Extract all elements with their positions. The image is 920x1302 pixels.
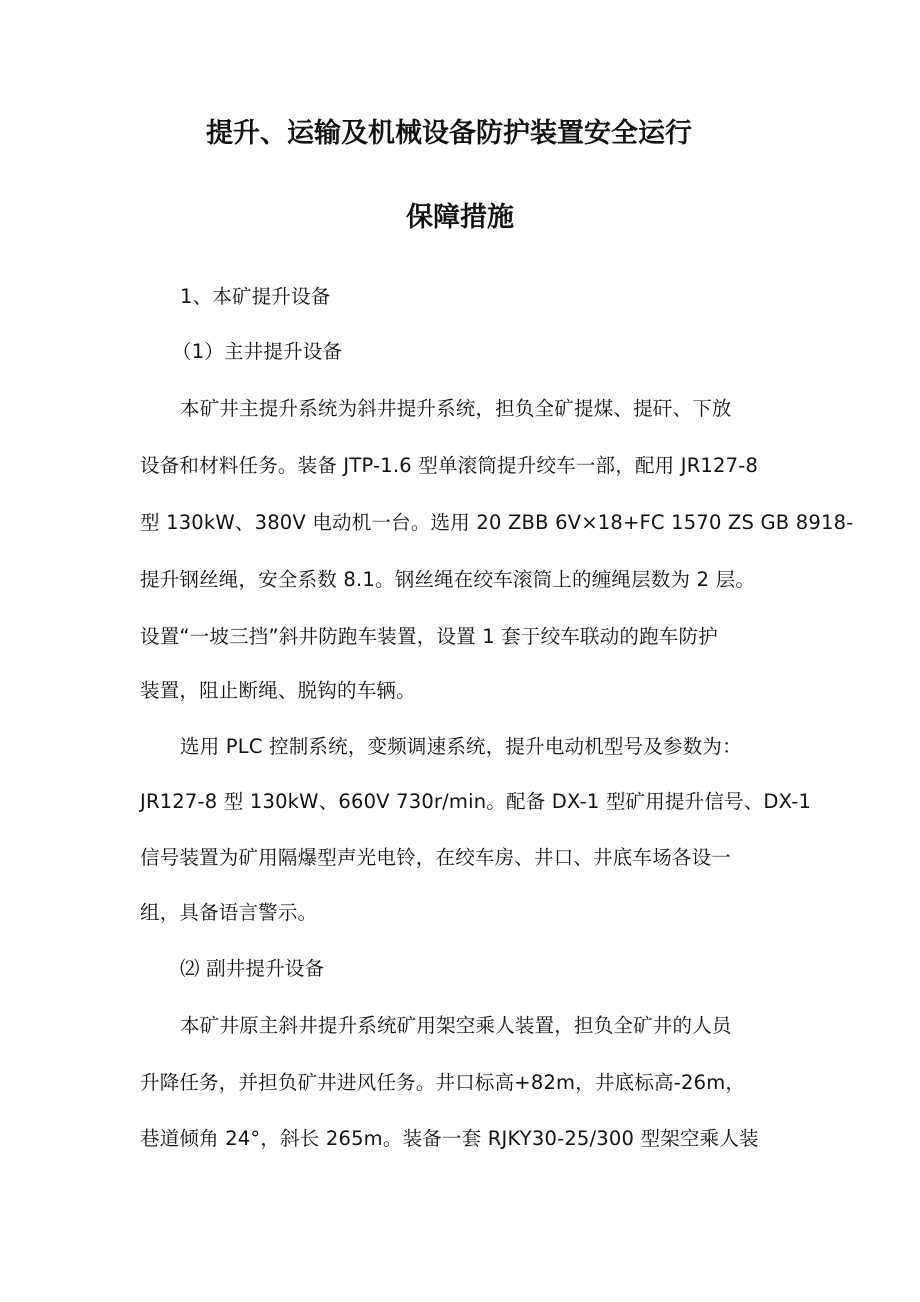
subsection-heading: ⑵ 副井提升设备: [180, 957, 325, 980]
document-title-line-2: 保障措施: [406, 202, 514, 233]
paragraph-line: 本矿井主提升系统为斜井提升系统，担负全矿提煤、提矸、下放: [180, 397, 732, 420]
paragraph-line: 信号装置为矿用隔爆型声光电铃，在绞车房、井口、井底车场各设一: [140, 846, 732, 869]
paragraph-line: 巷道倾角 24°，斜长 265m。装备一套 RJKY30-25/300 型架空乘人装: [140, 1127, 759, 1150]
paragraph-line: 装置，阻止断绳、脱钩的车辆。: [140, 679, 416, 702]
paragraph-line: 设置“一坡三挡”斜井防跑车装置，设置 1 套于绞车联动的跑车防护: [140, 625, 718, 648]
paragraph-line: 提升钢丝绳，安全系数 8.1。钢丝绳在绞车滚筒上的缠绳层数为 2 层。: [140, 568, 756, 591]
subsection-heading: （1）主井提升设备: [172, 340, 343, 363]
paragraph-line: 本矿井原主斜井提升系统矿用架空乘人装置，担负全矿井的人员: [180, 1014, 732, 1037]
paragraph-line: 组，具备语言警示。: [140, 901, 318, 924]
paragraph-line: JR127-8 型 130kW、660V 730r/min。配备 DX-1 型矿用提升信号、DX-1: [140, 790, 812, 813]
paragraph-line: 型 130kW、380V 电动机一台。选用 20 ZBB 6V×18+FC 1570 ZS GB 8918-: [140, 511, 854, 534]
section-heading: 1、本矿提升设备: [180, 285, 331, 308]
paragraph-line: 升降任务，并担负矿井进风任务。井口标高+82m，井底标高-26m，: [140, 1071, 746, 1094]
paragraph-line: 设备和材料任务。装备 JTP-1.6 型单滚筒提升绞车一部，配用 JR127-8: [140, 454, 759, 477]
paragraph-line: 选用 PLC 控制系统，变频调速系统，提升电动机型号及参数为：: [180, 735, 742, 758]
document-title-line-1: 提升、运输及机械设备防护装置安全运行: [206, 118, 692, 149]
